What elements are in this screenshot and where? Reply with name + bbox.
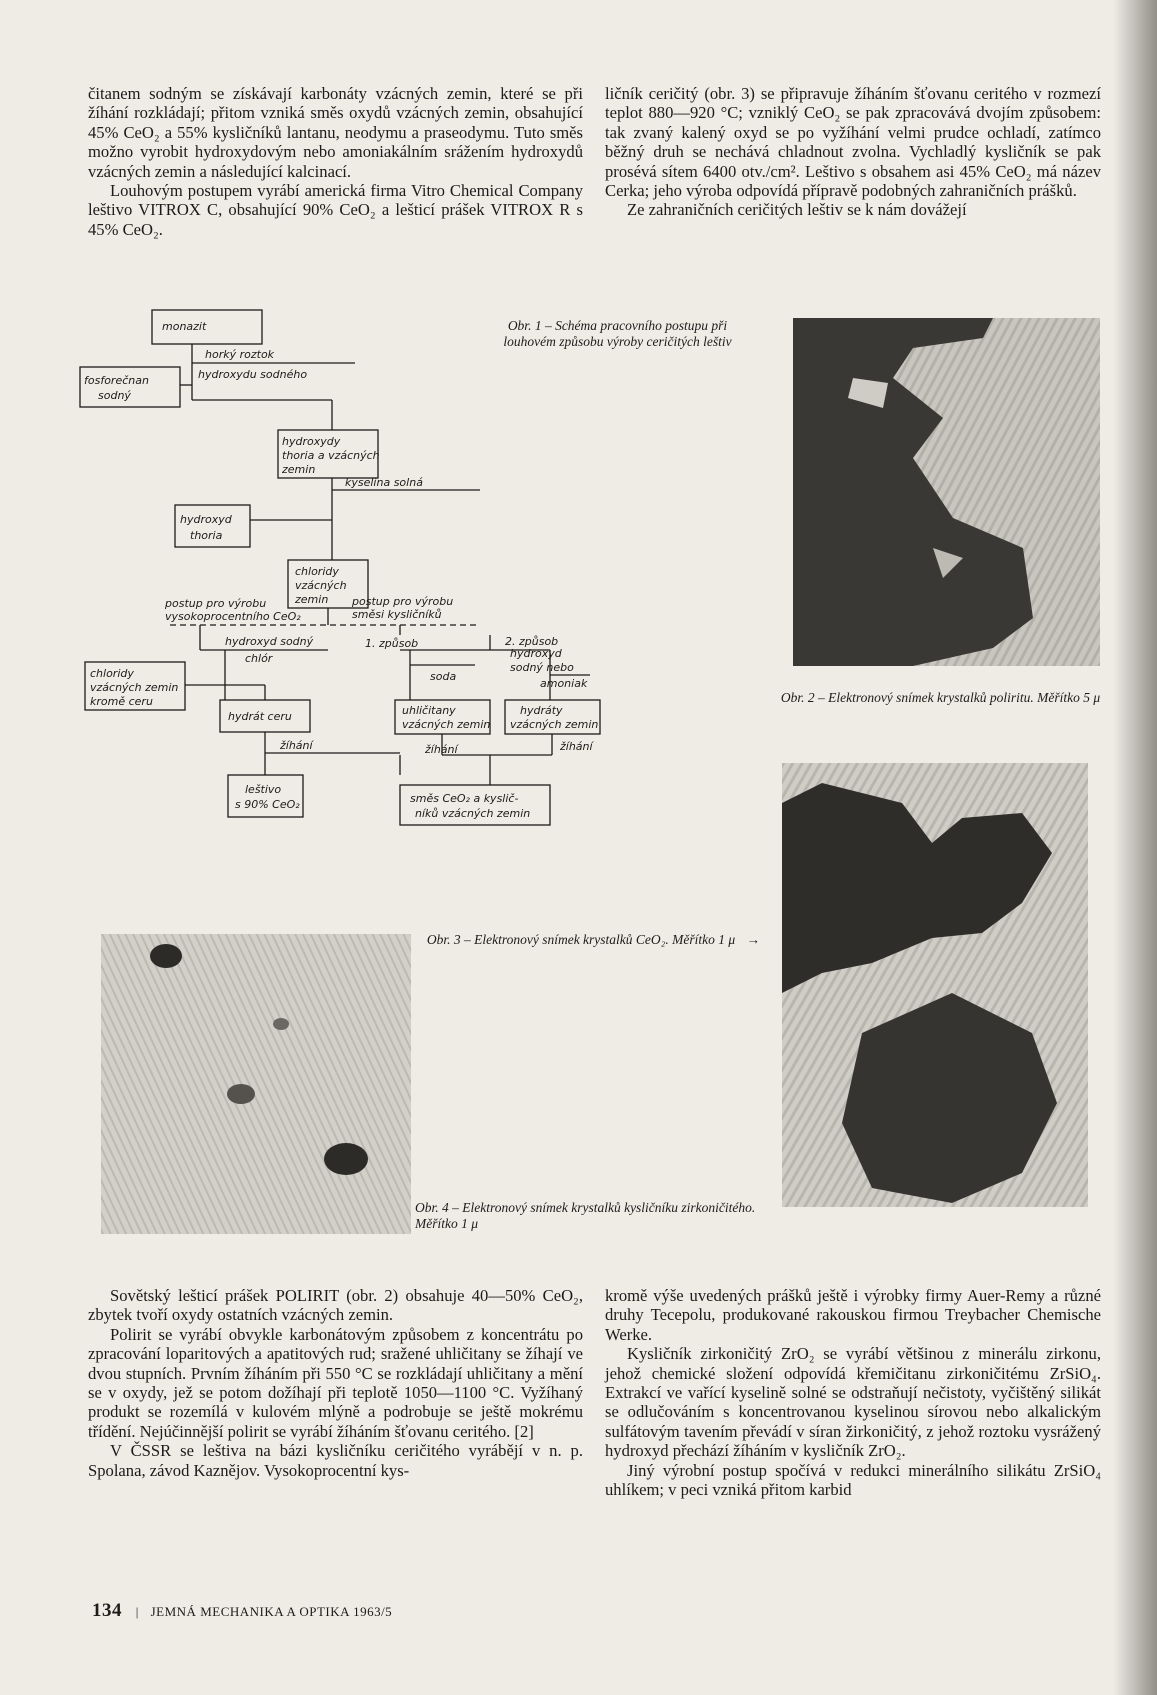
diagram-label: hydráty (520, 704, 563, 717)
right-bottom-column (605, 1286, 1101, 1499)
footer-separator: | (135, 1604, 139, 1619)
page-footer (92, 1600, 392, 1622)
page-binding-shadow (1113, 0, 1157, 1695)
diagram-label: hydrát ceru (228, 710, 292, 723)
paragraph: kromě výše uvedených prášků ještě i výrobky firmy Auer-Remy a různé druhy Tecepolu, produkované rakouskou firmou Treybacher Chemische Werke. (605, 1286, 1101, 1344)
right-top-column (605, 84, 1101, 220)
figure-2-photo (793, 318, 1100, 666)
arrow-right-icon: → (746, 932, 760, 947)
paragraph: Ze zahraničních ceričitých leštiv se k nám dovážejí (627, 200, 967, 220)
paragraph: V ČSSR se leštiva na bázi kysličníku ceričitého vyrábějí v n. p. Spolana, závod Kaznějov. Vysokoprocentní kys- (88, 1441, 583, 1480)
diagram-label: uhličitany (402, 704, 456, 717)
ceo2-crystal-image (782, 763, 1088, 1207)
diagram-label: žíhání (280, 739, 313, 752)
polirit-crystal-image (793, 318, 1100, 666)
diagram-label: fosforečnan (84, 374, 149, 387)
diagram-label: hydroxyd (510, 647, 562, 660)
diagram-label: hydroxydy (282, 435, 341, 448)
diagram-label: chloridy (90, 667, 134, 680)
diagram-label: směs CeO₂ a kyslič- (410, 792, 519, 805)
page-number: 134 (92, 1600, 122, 1621)
paragraph: Kysličník zirkoničitý ZrO₂ se vyrábí většinou z minerálu zirkonu, jehož chemické složení odpovídá křemičitanu zirkoničitému ZrSiO₄. Extrakcí ve vařící kyselině solné se odstraňují nečistoty, vyčištěný silikát se odlučováním s koncentrovanou kyselinou sírovou nebo alkalickým sulfátovým tavením převádí v síran žirkoničitý, z jehož roztoku vysrážený hydroxyd přechází žíháním v kysličník ZrO₂. (605, 1344, 1101, 1461)
diagram-label: leštivo (245, 783, 282, 796)
diagram-label: 1. způsob (365, 637, 419, 650)
paragraph: ličník ceričitý (obr. 3) se připravuje žíháním šťovanu ceritého v rozmezí teplot 880—920 °C; vzniklý CeO₂ se pak zpracovává dvojím způsobem: tak zvaný kalený oxyd se po vyžíhání velmi prudce ochladí, zatímco běžný druh se nechává chladnout zvolna. Vychladlý kysličník se pak prosévá sítem 6400 otv./cm². Leštivo s obsahem asi 45% CeO₂ má název Cerka; jeho výroba odpovídá přípravě podobných zahraničních prášků. (605, 84, 1101, 201)
diagram-label: horký roztok (205, 348, 275, 361)
diagram-label: sodný nebo (510, 661, 574, 674)
paragraph: čitanem sodným se získávají karbonáty vzácných zemin, které se při žíhání rozkládají; přitom vzniká směs oxydů vzácných zemin, obsahující 45% CeO₂ a 55% kysličníků lantanu, neodymu a praseodymu. Tuto směs možno vyrobit hydroxydovým nebo amoniakálním srážením hydroxydů vzácných zemin a následující kalcinací. (88, 84, 583, 181)
diagram-label: amoniak (540, 677, 588, 690)
diagram-label: s 90% CeO₂ (235, 798, 300, 811)
diagram-label: níků vzácných zemin (415, 807, 531, 820)
paragraph: Louhovým postupem vyrábí americká firma Vitro Chemical Company leštivo VITROX C, obsahující 90% CeO₂ a lešticí prášek VITROX R s 45% CeO₂. (88, 181, 583, 239)
figure-3-photo (782, 763, 1088, 1207)
diagram-label: žíhání (425, 743, 458, 756)
process-flow-diagram (70, 305, 630, 905)
diagram-label: zemin (282, 463, 316, 476)
diagram-label: směsi kysličníků (352, 608, 442, 621)
diagram-label: 2. způsob (505, 635, 559, 648)
diagram-label: zemin (295, 593, 329, 606)
diagram-label: postup pro výrobu (352, 595, 454, 608)
figure-2-caption: Obr. 2 – Elektronový snímek krystalků poliritu. Měřítko 5 μ (780, 690, 1101, 705)
diagram-label: vzácných (295, 579, 347, 592)
diagram-label: vzácných zemin (402, 718, 491, 731)
diagram-label: soda (430, 670, 457, 683)
diagram-label: hydroxyd (180, 513, 232, 526)
diagram-label: monazit (162, 320, 207, 333)
diagram-label: kromě ceru (90, 695, 153, 708)
left-bottom-column (88, 1286, 583, 1480)
diagram-label: vzácných zemin (510, 718, 599, 731)
diagram-label: žíhání (560, 740, 593, 753)
paragraph: Jiný výrobní postup spočívá v redukci minerálního silikátu ZrSiO₄ uhlíkem; v peci vzniká přitom karbid (605, 1460, 1101, 1500)
figure-1-caption: Obr. 1 – Schéma pracovního postupu při louhovém způsobu výroby ceričitých leštiv (503, 318, 732, 349)
figure-3-caption-text: Obr. 3 – Elektronový snímek krystalků CeO₂. Měřítko 1 μ (426, 932, 736, 947)
zro2-crystal-image (101, 934, 411, 1234)
diagram-label: thoria a vzácných (282, 449, 380, 462)
left-top-column (88, 84, 583, 239)
diagram-label: vzácných zemin (90, 681, 179, 694)
diagram-label: postup pro výrobu (165, 597, 267, 610)
diagram-label: hydroxydu sodného (198, 368, 308, 381)
diagram-label: chlór (245, 652, 273, 665)
journal-name: JEMNÁ MECHANIKA A OPTIKA 1963/5 (150, 1604, 393, 1619)
paragraph: Sovětský lešticí prášek POLIRIT (obr. 2) obsahuje 40—50% CeO₂, zbytek tvoří oxydy ostatních vzácných zemin. (88, 1286, 583, 1325)
figure-4-caption: Obr. 4 – Elektronový snímek krystalků kysličníku zirkoničitého. Měřítko 1 μ (415, 1200, 756, 1231)
figure-3-caption (410, 932, 760, 948)
paragraph: Polirit se vyrábí obvykle karbonátovým způsobem z koncentrátu po zpracování loparitových a apatitových rud; sražené uhličitany se žíhají ve dvou stupních. Prvním žíháním při 550 °C se rozkládají uhličitany a mění se v oxydy, jež se potom dožíhají při teplotě 1050—1100 °C. Vyžíhaný produkt se rozemílá v kulovém mlýně a podrobuje se ještě mokrému třídění. Nejúčinnější polirit se vyrábí žíháním šťovanu ceritého. [2] (88, 1324, 583, 1441)
diagram-label: chloridy (295, 565, 339, 578)
figure-4-photo (101, 934, 411, 1234)
diagram-label: sodný (98, 389, 131, 402)
diagram-label: thoria (190, 529, 223, 542)
diagram-label: hydroxyd sodný (225, 635, 314, 648)
diagram-label: vysokoprocentního CeO₂ (165, 610, 301, 623)
diagram-label: kyselina solná (345, 476, 423, 489)
